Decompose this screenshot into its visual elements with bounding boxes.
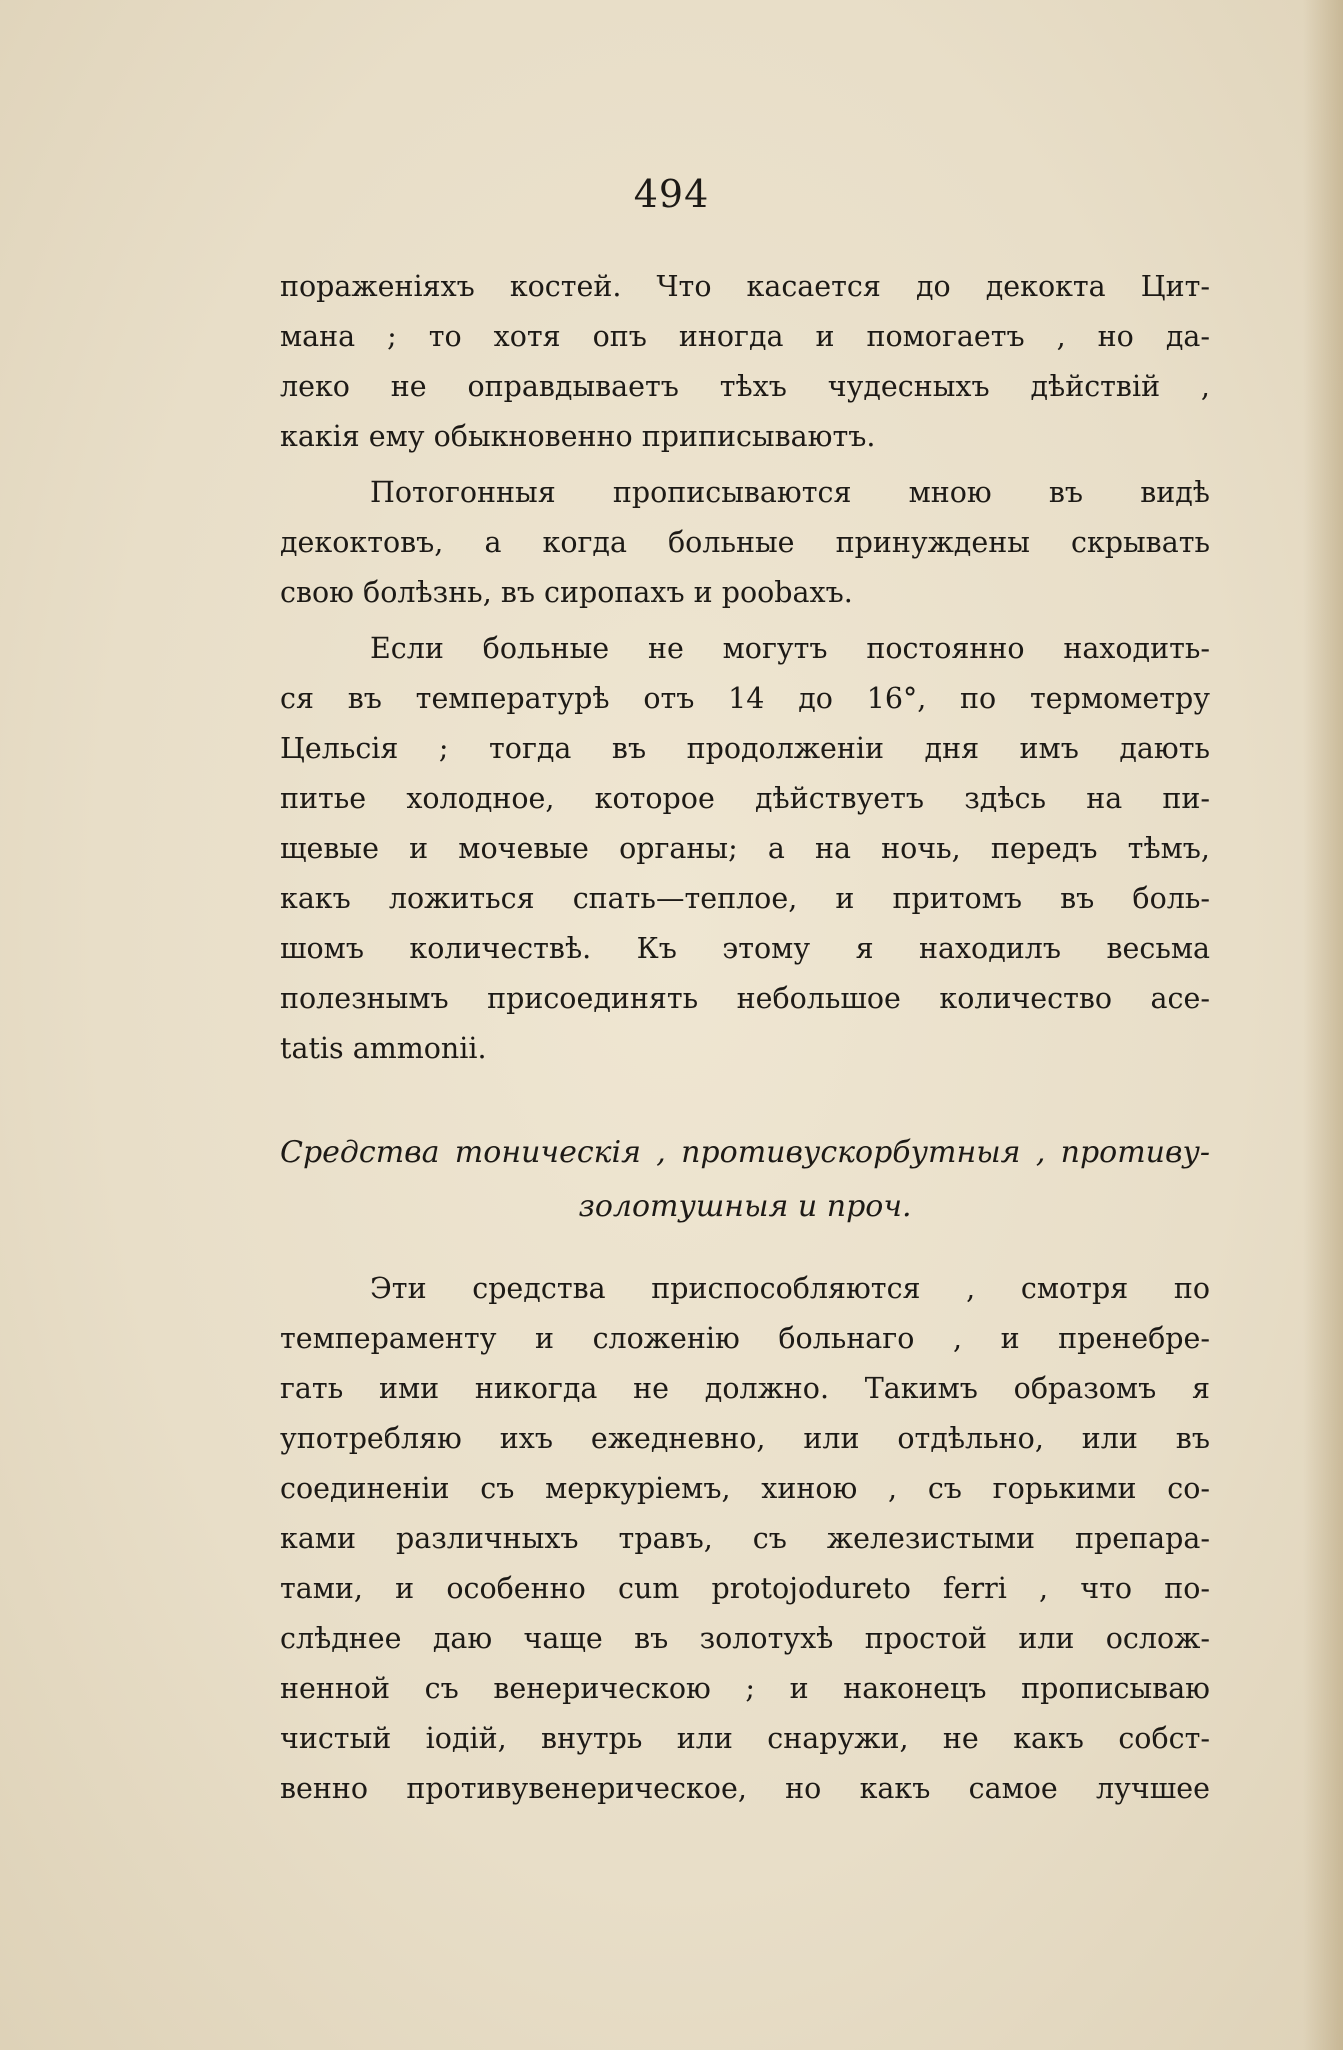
text-line: щевые и мочевые органы; а на ночь, передъ тѣмъ,	[280, 832, 1210, 865]
text-line: tatis ammonii.	[280, 1032, 487, 1065]
text-line: чистый іодій, внутрь или снаружи, не какъ собст-	[280, 1722, 1210, 1755]
text-line: Цельсія ; тогда въ продолженіи дня имъ дають	[280, 732, 1210, 765]
text-line: полезнымъ присоединять небольшое количество ace-	[280, 982, 1210, 1015]
text-line: гать ими никогда не должно. Такимъ образомъ я	[280, 1372, 1210, 1405]
text-line: декоктовъ, а когда больные принуждены скрывать	[280, 526, 1210, 559]
page-number: 494	[633, 172, 710, 216]
text-line: питье холодное, которое дѣйствуетъ здѣсь на пи-	[280, 782, 1210, 815]
paragraph-3	[280, 624, 1210, 1074]
text-line: Потогонныя прописываются мною въ видѣ	[370, 476, 1210, 509]
text-line: соединеніи съ меркуріемъ, хиною , съ горькими со-	[280, 1472, 1210, 1505]
heading-line-2: золотушныя и проч.	[578, 1189, 912, 1224]
text-line: ненной съ венерическою ; и наконецъ прописываю	[280, 1672, 1210, 1705]
text-line: шомъ количествѣ. Къ этому я находилъ весьма	[280, 932, 1210, 965]
text-line: какъ ложиться спать—теплое, и притомъ въ боль-	[280, 882, 1210, 915]
paragraph-2	[280, 468, 1210, 618]
text-line: темпераменту и сложенію больнаго , и пренебре-	[280, 1322, 1210, 1355]
text-line: леко не оправдываетъ тѣхъ чудесныхъ дѣйствій ,	[280, 370, 1210, 403]
paragraph-1	[280, 262, 1210, 462]
section-heading	[280, 1126, 1210, 1234]
heading-line-1: Средства тоническія , противускорбутныя , противу-	[280, 1135, 1210, 1170]
paragraph-4	[280, 1264, 1210, 1814]
text-line: слѣднее даю чаще въ золотухѣ простой или ослож-	[280, 1622, 1210, 1655]
page-edge-shadow	[1303, 0, 1343, 2050]
text-line: свою болѣзнь, въ сиропахъ и роobахъ.	[280, 576, 853, 609]
text-line: Эти средства приспособляются , смотря по	[370, 1272, 1210, 1305]
text-line: тами, и особенно cum protojodureto ferri , что по-	[280, 1572, 1210, 1605]
text-line: какія ему обыкновенно приписываютъ.	[280, 420, 876, 453]
text-line: Если больные не могутъ постоянно находить-	[370, 632, 1210, 665]
text-line: венно противувенерическое, но какъ самое лучшее	[280, 1772, 1210, 1805]
text-line: ками различныхъ травъ, съ железистыми препара-	[280, 1522, 1210, 1555]
text-line: ся въ температурѣ отъ 14 до 16°, по термометру	[280, 682, 1210, 715]
text-line: пораженіяхъ костей. Что касается до декокта Цит-	[280, 270, 1210, 303]
text-line: мана ; то хотя опъ иногда и помогаетъ , но да-	[280, 320, 1210, 353]
text-line: употребляю ихъ ежедневно, или отдѣльно, или въ	[280, 1422, 1210, 1455]
